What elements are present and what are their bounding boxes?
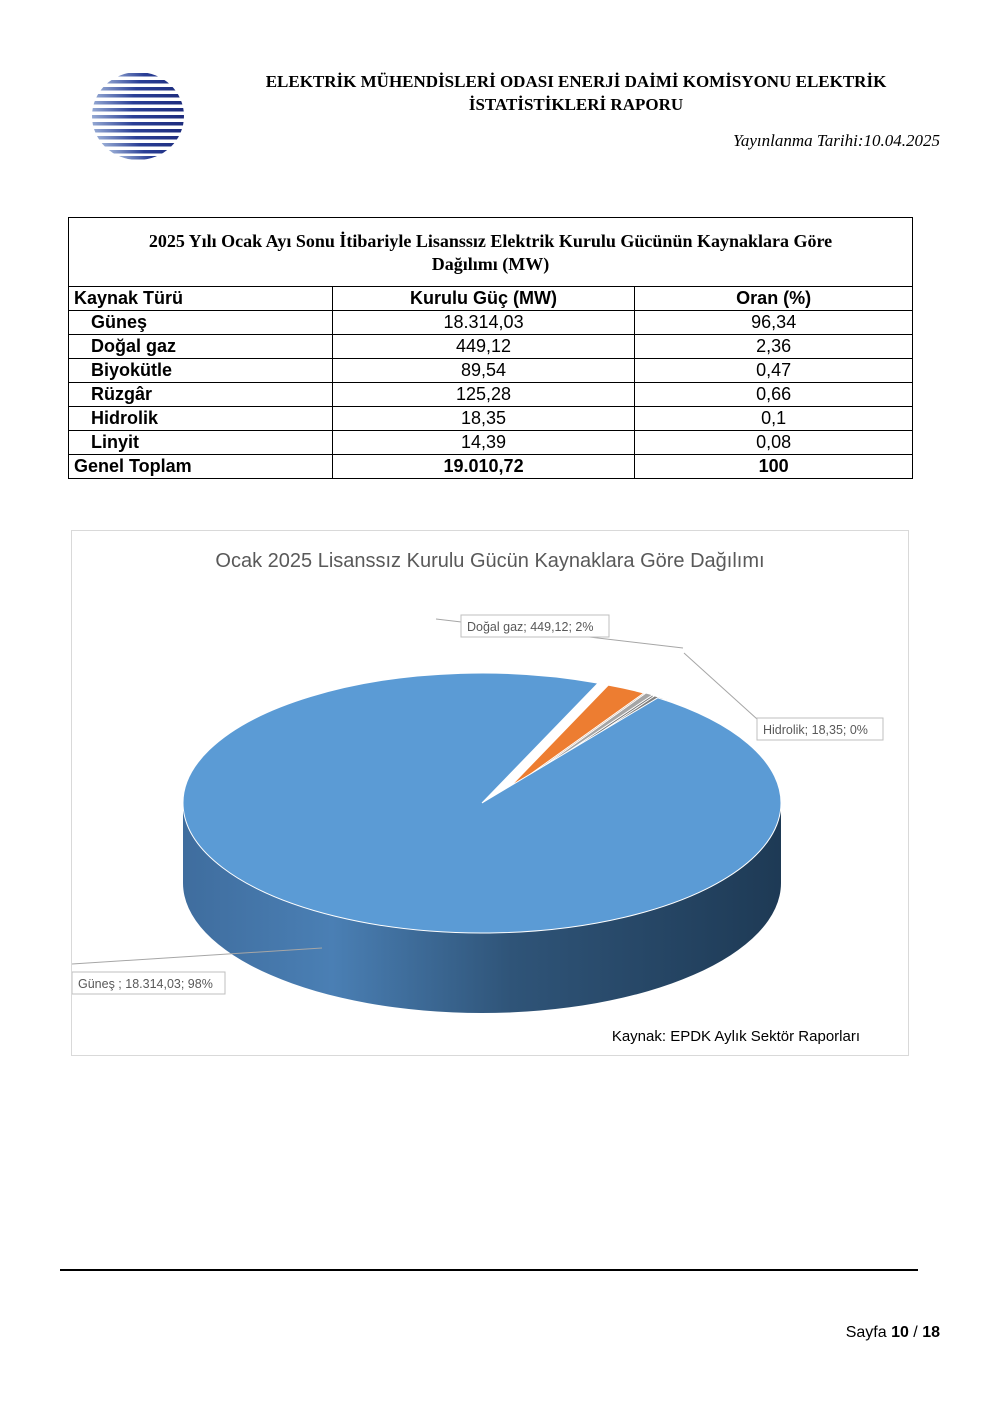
row-ratio-value: 0,08 [635, 431, 913, 455]
table-caption-line1: 2025 Yılı Ocak Ayı Sonu İtibariyle Lisanssız Elektrik Kurulu Gücünün Kaynaklara Göre [148, 231, 833, 251]
row-power-value: 125,28 [332, 383, 635, 407]
page-separator: / [908, 1324, 923, 1341]
capacity-table [68, 217, 913, 479]
footer-divider [60, 1269, 918, 1271]
row-power-value: 449,12 [332, 335, 635, 359]
row-ratio-value: 2,36 [635, 335, 913, 359]
column-header-source: Kaynak Türü [69, 287, 333, 311]
page-prefix: Sayfa [845, 1324, 892, 1341]
row-source-name: Güneş [69, 311, 333, 335]
column-header-power: Kurulu Güç (MW) [332, 287, 635, 311]
table-total-row [69, 455, 913, 479]
row-power-value: 18.314,03 [332, 311, 635, 335]
page-current: 10 [891, 1324, 909, 1341]
table-row [69, 383, 913, 407]
row-ratio-value: 96,34 [635, 311, 913, 335]
pie-chart [72, 531, 908, 1055]
row-source-name: Hidrolik [69, 407, 333, 431]
pie-slice-gunes-top [183, 673, 781, 933]
row-power-value: 14,39 [332, 431, 635, 455]
report-header-title [200, 70, 952, 116]
page-number [846, 1324, 940, 1342]
table-row [69, 431, 913, 455]
row-source-name: Biyokütle [69, 359, 333, 383]
emo-logo [88, 70, 188, 162]
pie-chart-frame [71, 530, 909, 1056]
total-power: 19.010,72 [332, 455, 635, 479]
report-title-line2: İSTATİSTİKLERİ RAPORU [468, 95, 684, 114]
total-ratio: 100 [635, 455, 913, 479]
table-row [69, 335, 913, 359]
table-row [69, 359, 913, 383]
page-total: 18 [922, 1324, 940, 1341]
table-row [69, 407, 913, 431]
row-ratio-value: 0,1 [635, 407, 913, 431]
row-ratio-value: 0,66 [635, 383, 913, 407]
column-header-ratio: Oran (%) [635, 287, 913, 311]
data-label-leader-1 [684, 653, 757, 719]
data-label-text-1: Hidrolik; 18,35; 0% [763, 723, 868, 737]
chart-source-note: Kaynak: EPDK Aylık Sektör Raporları [611, 1028, 860, 1045]
publish-date: Yayınlanma Tarihi:10.04.2025 [732, 131, 940, 150]
row-source-name: Linyit [69, 431, 333, 455]
report-title-line1: ELEKTRİK MÜHENDİSLERİ ODASI ENERJİ DAİMİ KOMİSYONU ELEKTRİK [265, 72, 887, 91]
table-header-row [69, 287, 913, 311]
data-label-text-0: Doğal gaz; 449,12; 2% [467, 620, 594, 634]
table-caption [69, 218, 913, 287]
row-power-value: 89,54 [332, 359, 635, 383]
table-row [69, 311, 913, 335]
row-source-name: Doğal gaz [69, 335, 333, 359]
row-power-value: 18,35 [332, 407, 635, 431]
row-source-name: Rüzgâr [69, 383, 333, 407]
row-ratio-value: 0,47 [635, 359, 913, 383]
data-label-text-2: Güneş ; 18.314,03; 98% [78, 977, 213, 991]
chart-title: Ocak 2025 Lisanssız Kurulu Gücün Kaynaklara Göre Dağılımı [215, 550, 765, 572]
total-label: Genel Toplam [69, 455, 333, 479]
table-caption-line2: Dağılımı (MW) [431, 254, 550, 274]
